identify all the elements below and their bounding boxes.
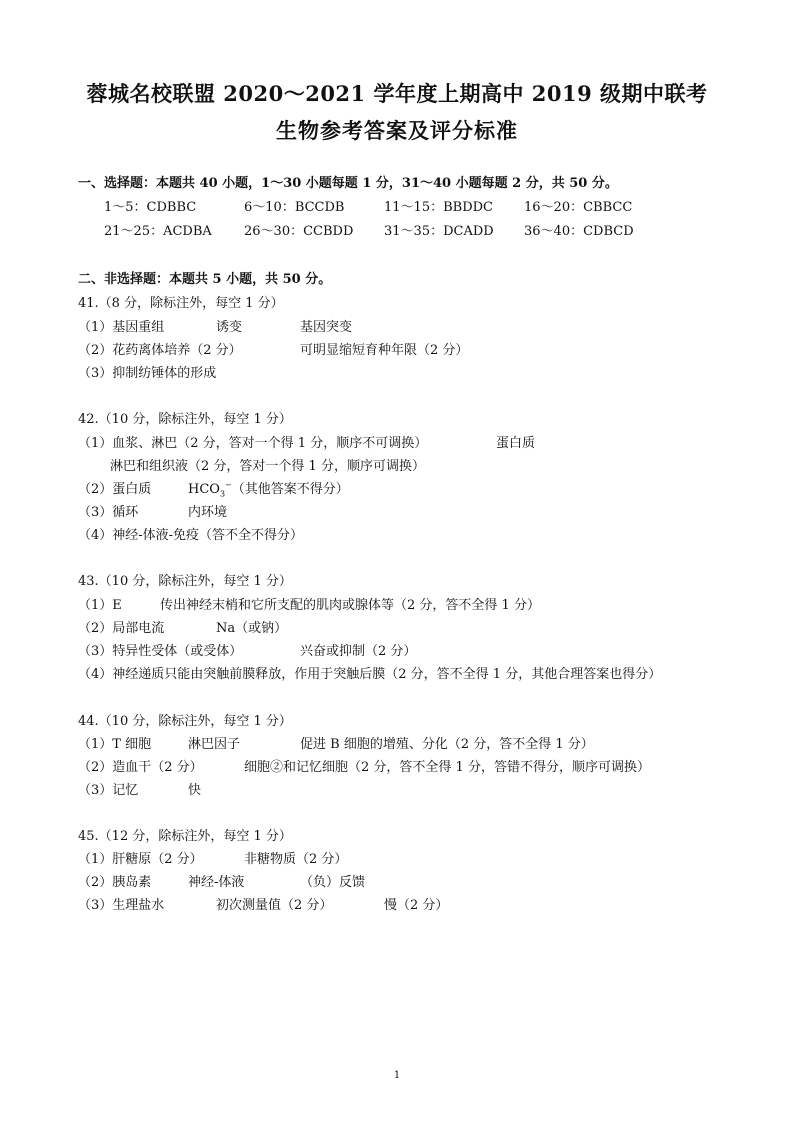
answer-text: 促进 B 细胞的增殖、分化（2 分，答不全得 1 分） bbox=[300, 737, 594, 752]
answer-text: 内环境 bbox=[188, 505, 228, 520]
answer-text: （1）肝糖原（2 分） bbox=[78, 852, 203, 867]
answer-group: 6～10：BCCDB bbox=[244, 200, 345, 215]
answer-text: 基因突变 bbox=[300, 320, 353, 335]
answer-text: （2）胰岛素 bbox=[78, 875, 152, 890]
answer-text: 蛋白质 bbox=[496, 436, 536, 451]
answer-text: （2）花药离体培养（2 分） bbox=[78, 343, 242, 358]
page-subtitle: 生物参考答案及评分标准 bbox=[276, 118, 518, 143]
answer-text: （1）E bbox=[78, 598, 122, 613]
answer-text: （3）生理盐水 bbox=[78, 898, 165, 913]
answer-text: Na（或钠） bbox=[216, 621, 288, 636]
page-number: 1 bbox=[393, 1070, 401, 1081]
question-41-heading: 41.（8 分，除标注外，每空 1 分） bbox=[78, 296, 284, 311]
answer-group: 21～25：ACDBA bbox=[104, 224, 212, 239]
question-44-heading: 44.（10 分，除标注外，每空 1 分） bbox=[78, 714, 292, 729]
answer-text: （4）神经递质只能由突触前膜释放，作用于突触后膜（2 分，答不全得 1 分，其他合理答案也得分） bbox=[78, 667, 662, 682]
part2-heading: 二、非选择题：本题共 5 小题，共 50 分。 bbox=[78, 272, 332, 287]
answer-text: （3）抑制纺锤体的形成 bbox=[78, 366, 217, 381]
answer-text: 细胞②和记忆细胞（2 分，答不全得 1 分，答错不得分，顺序可调换） bbox=[244, 760, 650, 775]
answer-text: 非糖物质（2 分） bbox=[244, 852, 348, 867]
answer-text: （2）蛋白质 bbox=[78, 482, 152, 497]
answer-group: 36～40：CDBCD bbox=[524, 224, 634, 239]
answer-text: 慢（2 分） bbox=[384, 898, 449, 913]
answer-text: （1）基因重组 bbox=[78, 320, 165, 335]
answer-text: 神经-体液 bbox=[188, 875, 245, 890]
answer-text: （2）局部电流 bbox=[78, 621, 165, 636]
answer-text: （4）神经-体液-免疫（答不全不得分） bbox=[78, 528, 304, 543]
answer-text: （1）T 细胞 bbox=[78, 737, 152, 752]
answer-group: 11～15：BBDDC bbox=[384, 200, 493, 215]
answer-text: （1）血浆、淋巴（2 分，答对一个得 1 分，顺序不可调换） bbox=[78, 436, 428, 451]
answer-text: （3）记忆 bbox=[78, 783, 139, 798]
answer-text: 兴奋或抑制（2 分） bbox=[300, 644, 417, 659]
answer-group: 16～20：CBBCC bbox=[524, 200, 633, 215]
answer-group: 26～30：CCBDD bbox=[244, 224, 354, 239]
question-45-heading: 45.（12 分，除标注外，每空 1 分） bbox=[78, 829, 292, 844]
question-42-heading: 42.（10 分，除标注外，每空 1 分） bbox=[78, 412, 292, 427]
answer-group: 31～35：DCADD bbox=[384, 224, 494, 239]
answer-text: 初次测量值（2 分） bbox=[216, 898, 333, 913]
answer-text: 快 bbox=[188, 783, 202, 798]
part1-heading: 一、选择题：本题共 40 小题，1～30 小题每题 1 分，31～40 小题每题 2 分，共 50 分。 bbox=[78, 176, 618, 191]
answer-text: （负）反馈 bbox=[300, 875, 366, 890]
answer-text: （3）循环 bbox=[78, 505, 139, 520]
page-title: 蓉城名校联盟 2020～2021 学年度上期高中 2019 级期中联考 bbox=[86, 81, 708, 106]
answer-text: （3）特异性受体（或受体） bbox=[78, 644, 243, 659]
answer-text: 淋巴因子 bbox=[188, 737, 241, 752]
answer-text: 诱变 bbox=[216, 320, 243, 335]
answer-text: 传出神经末梢和它所支配的肌肉或腺体等（2 分，答不全得 1 分） bbox=[160, 598, 540, 613]
answer-text: 可明显缩短育种年限（2 分） bbox=[300, 343, 469, 358]
question-43-heading: 43.（10 分，除标注外，每空 1 分） bbox=[78, 574, 292, 589]
answer-text: 淋巴和组织液（2 分，答对一个得 1 分，顺序可调换） bbox=[110, 459, 425, 474]
answer-text: （2）造血干（2 分） bbox=[78, 760, 203, 775]
answer-group: 1～5：CDBBC bbox=[104, 200, 197, 215]
answer-text-bicarbonate: $HCO_3^-$（其他答案不得分） bbox=[188, 480, 349, 499]
